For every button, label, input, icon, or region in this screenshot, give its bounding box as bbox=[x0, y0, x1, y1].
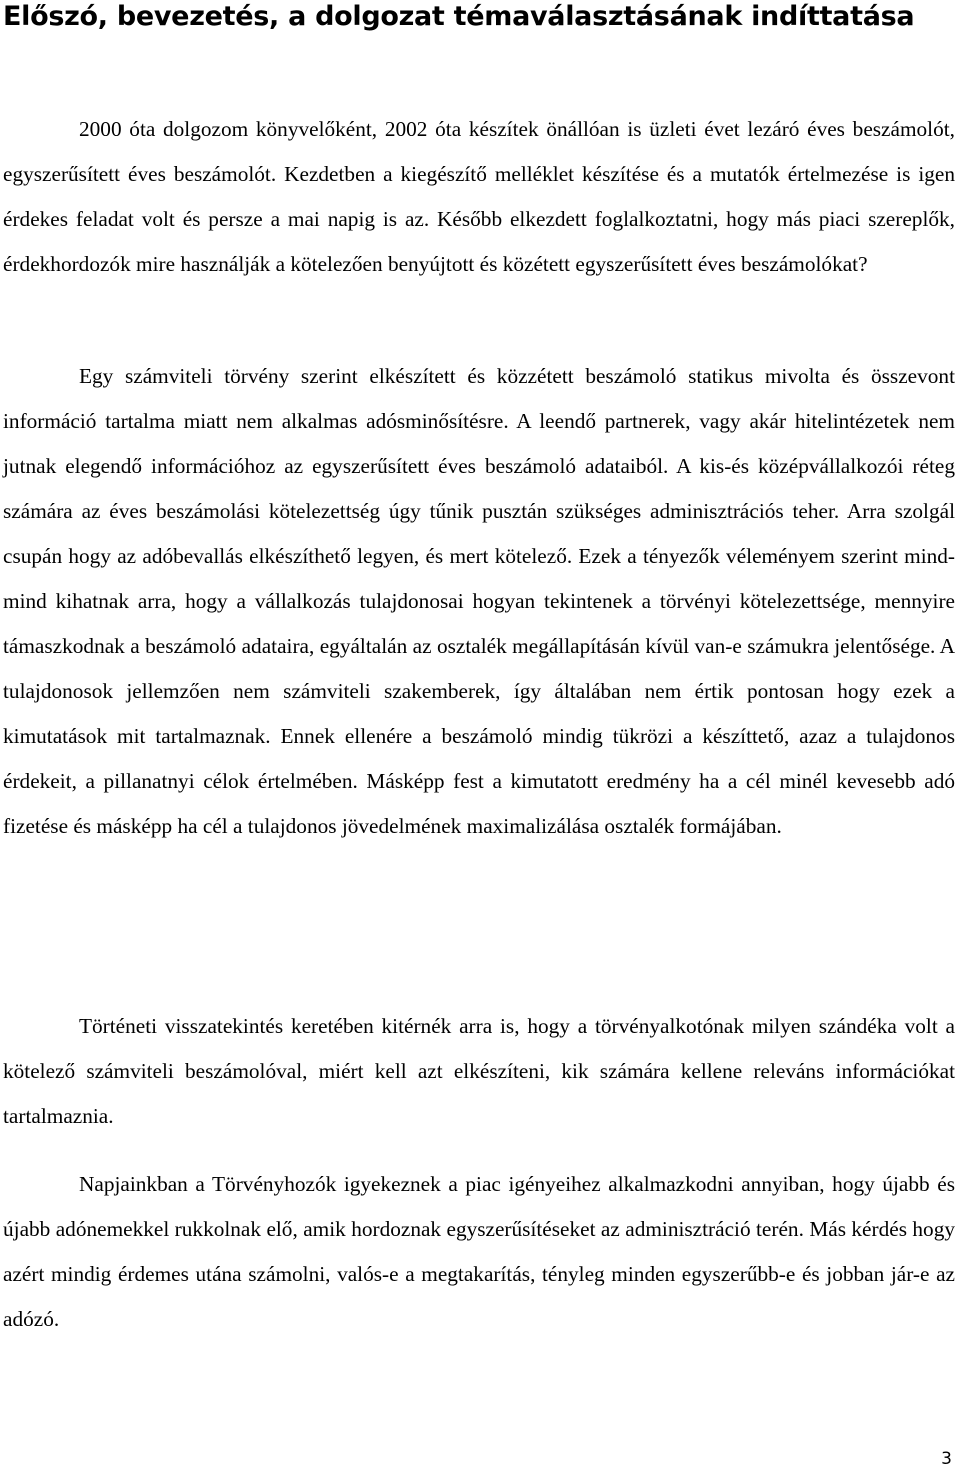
paragraph-text: 2000 óta dolgozom könyvelőként, 2002 óta készítek önállóan is üzleti évet lezáró éves beszámolót, egyszerűsített éves beszámolót. Kezdetben a kiegészítő melléklet készítése és a mutatók értelmezése is igen érdekes feladat volt és persze a mai napig is az. Később elkezdett foglalkoztatni, hogy más piaci szereplők, érdekhordozók mire használják a kötelezően benyújtott és közétett egyszerűsített éves beszámolókat? bbox=[3, 117, 955, 276]
paragraph-3 bbox=[3, 1004, 955, 1139]
paragraph-text: Napjainkban a Törvényhozók igyekeznek a piac igényeihez alkalmazkodni annyiban, hogy újabb és újabb adónemekkel rukkolnak elő, amik hordoznak egyszerűsítéseket az adminisztráció terén. Más kérdés hogy azért mindig érdemes utána számolni, valós-e a megtakarítás, tényleg minden egyszerűbb-e és jobban jár-e az adózó. bbox=[3, 1172, 955, 1331]
paragraph-text: Egy számviteli törvény szerint elkészített és közzétett beszámoló statikus mivolta és összevont információ tartalma miatt nem alkalmas adósminősítésre. A leendő partnerek, vagy akár hitelintézetek nem jutnak elegendő információhoz az egyszerűsített éves beszámoló adataiból. A kis-és középvállalkozói réteg számára az éves beszámolási kötelezettség úgy tűnik pusztán szükséges adminisztrációs teher. Arra szolgál csupán hogy az adóbevallás elkészíthető legyen, és mert kötelező. Ezek a tényezők véleményem szerint mind-mind kihatnak arra, hogy a vállalkozás tulajdonosai hogyan tekintenek a törvényi kötelezettsége, mennyire támaszkodnak a beszámoló adataira, egyáltalán az osztalék megállapításán kívül van-e számukra jelentősége. A tulajdonosok jellemzően nem számviteli szakemberek, így általában nem értik pontosan hogy ezek a kimutatások mit tartalmaznak. Ennek ellenére a beszámoló mindig tükrözi a készíttető, azaz a tulajdonos érdekeit, a pillanatnyi célok értelmében. Másképp fest a kimutatott eredmény ha a cél minél kevesebb adó fizetése és másképp ha cél a tulajdonos jövedelmének maximalizálása osztalék formájában. bbox=[3, 364, 955, 838]
page-number: 3 bbox=[941, 1449, 952, 1469]
paragraph-4 bbox=[3, 1162, 955, 1342]
paragraph-1 bbox=[3, 107, 955, 287]
paragraph-2 bbox=[3, 354, 955, 849]
chapter-heading: Előszó, bevezetés, a dolgozat témaválasztásának indíttatása bbox=[3, 1, 915, 32]
paragraph-text: Történeti visszatekintés keretében kitérnék arra is, hogy a törvényalkotónak milyen szándéka volt a kötelező számviteli beszámolóval, miért kell azt elkészíteni, kik számára kellene releváns információkat tartalmaznia. bbox=[3, 1014, 955, 1128]
